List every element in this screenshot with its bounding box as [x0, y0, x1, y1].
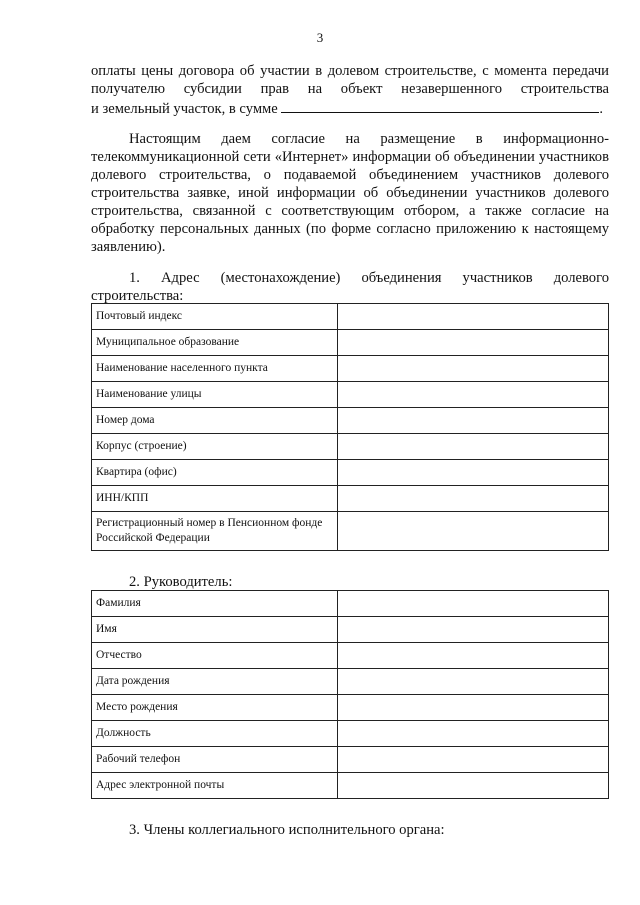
table-row	[92, 434, 609, 460]
consent-paragraph	[91, 130, 609, 256]
row-label: Квартира (офис)	[92, 460, 338, 486]
table-row	[92, 382, 609, 408]
table-row	[92, 356, 609, 382]
row-label: Должность	[92, 721, 338, 747]
amount-blank-field[interactable]	[281, 98, 599, 113]
row-label: Номер дома	[92, 408, 338, 434]
table-row	[92, 617, 609, 643]
row-label: Корпус (строение)	[92, 434, 338, 460]
row-label: Почтовый индекс	[92, 304, 338, 330]
row-label: Дата рождения	[92, 669, 338, 695]
amount-label: и земельный участок, в сумме	[91, 101, 278, 117]
table-row	[92, 330, 609, 356]
table-row	[92, 695, 609, 721]
row-value-cell[interactable]	[338, 773, 609, 799]
row-label: Отчество	[92, 643, 338, 669]
row-label: ИНН/КПП	[92, 486, 338, 512]
address-heading-line-2: строительства:	[91, 288, 184, 304]
row-value-cell[interactable]	[338, 356, 609, 382]
row-label: Регистрационный номер в Пенсионном фонде Российской Федерации	[92, 512, 338, 551]
head-table	[91, 590, 609, 799]
row-value-cell[interactable]	[338, 747, 609, 773]
row-label: Муниципальное образование	[92, 330, 338, 356]
row-value-cell[interactable]	[338, 643, 609, 669]
row-value-cell[interactable]	[338, 695, 609, 721]
row-label: Рабочий телефон	[92, 747, 338, 773]
table-row	[92, 747, 609, 773]
row-value-cell[interactable]	[338, 669, 609, 695]
row-label: Наименование населенного пункта	[92, 356, 338, 382]
consent-text: Настоящим даем согласие на размещение в информационно-телекоммуникационной сети «Интернет» информации об объединении участников долевого строительства, о подаваемой объединением участников долевого строительства заявке, иной информации об объединении участников долевого строительства, связанной с соответствующим отбором, а также согласие на обработку персональных данных (по форме согласно приложению к настоящему заявлению).	[91, 131, 609, 255]
table-row	[92, 408, 609, 434]
head-heading-text: 2. Руководитель:	[129, 574, 233, 590]
row-value-cell[interactable]	[338, 512, 609, 551]
intro-line-3	[91, 98, 609, 118]
row-value-cell[interactable]	[338, 591, 609, 617]
table-row	[92, 486, 609, 512]
row-value-cell[interactable]	[338, 617, 609, 643]
row-value-cell[interactable]	[338, 304, 609, 330]
table-row	[92, 669, 609, 695]
row-value-cell[interactable]	[338, 460, 609, 486]
row-label: Адрес электронной почты	[92, 773, 338, 799]
table-row	[92, 512, 609, 551]
row-value-cell[interactable]	[338, 434, 609, 460]
row-value-cell[interactable]	[338, 721, 609, 747]
row-value-cell[interactable]	[338, 330, 609, 356]
table-row	[92, 304, 609, 330]
table-row	[92, 773, 609, 799]
table-row	[92, 643, 609, 669]
intro-line-1: оплаты цены договора об участии в долевом строительстве, с момента передачи	[91, 63, 609, 79]
row-label: Фамилия	[92, 591, 338, 617]
row-value-cell[interactable]	[338, 486, 609, 512]
row-label: Наименование улицы	[92, 382, 338, 408]
address-table	[91, 303, 609, 551]
board-heading-text: 3. Члены коллегиального исполнительного органа:	[129, 822, 445, 838]
page-number: 3	[316, 30, 324, 45]
row-value-cell[interactable]	[338, 408, 609, 434]
row-value-cell[interactable]	[338, 382, 609, 408]
table-row	[92, 721, 609, 747]
address-heading-line-1: 1. Адрес (местонахождение) объединения участников долевого	[129, 270, 609, 286]
head-section-heading	[91, 573, 609, 591]
table-row	[92, 591, 609, 617]
board-section-heading	[91, 821, 609, 839]
intro-paragraph	[91, 62, 609, 118]
row-label: Место рождения	[92, 695, 338, 721]
amount-period: .	[599, 101, 604, 117]
table-row	[92, 460, 609, 486]
intro-line-2: получателю субсидии прав на объект незавершенного строительства	[91, 81, 609, 97]
address-section-heading	[91, 269, 609, 305]
row-label: Имя	[92, 617, 338, 643]
